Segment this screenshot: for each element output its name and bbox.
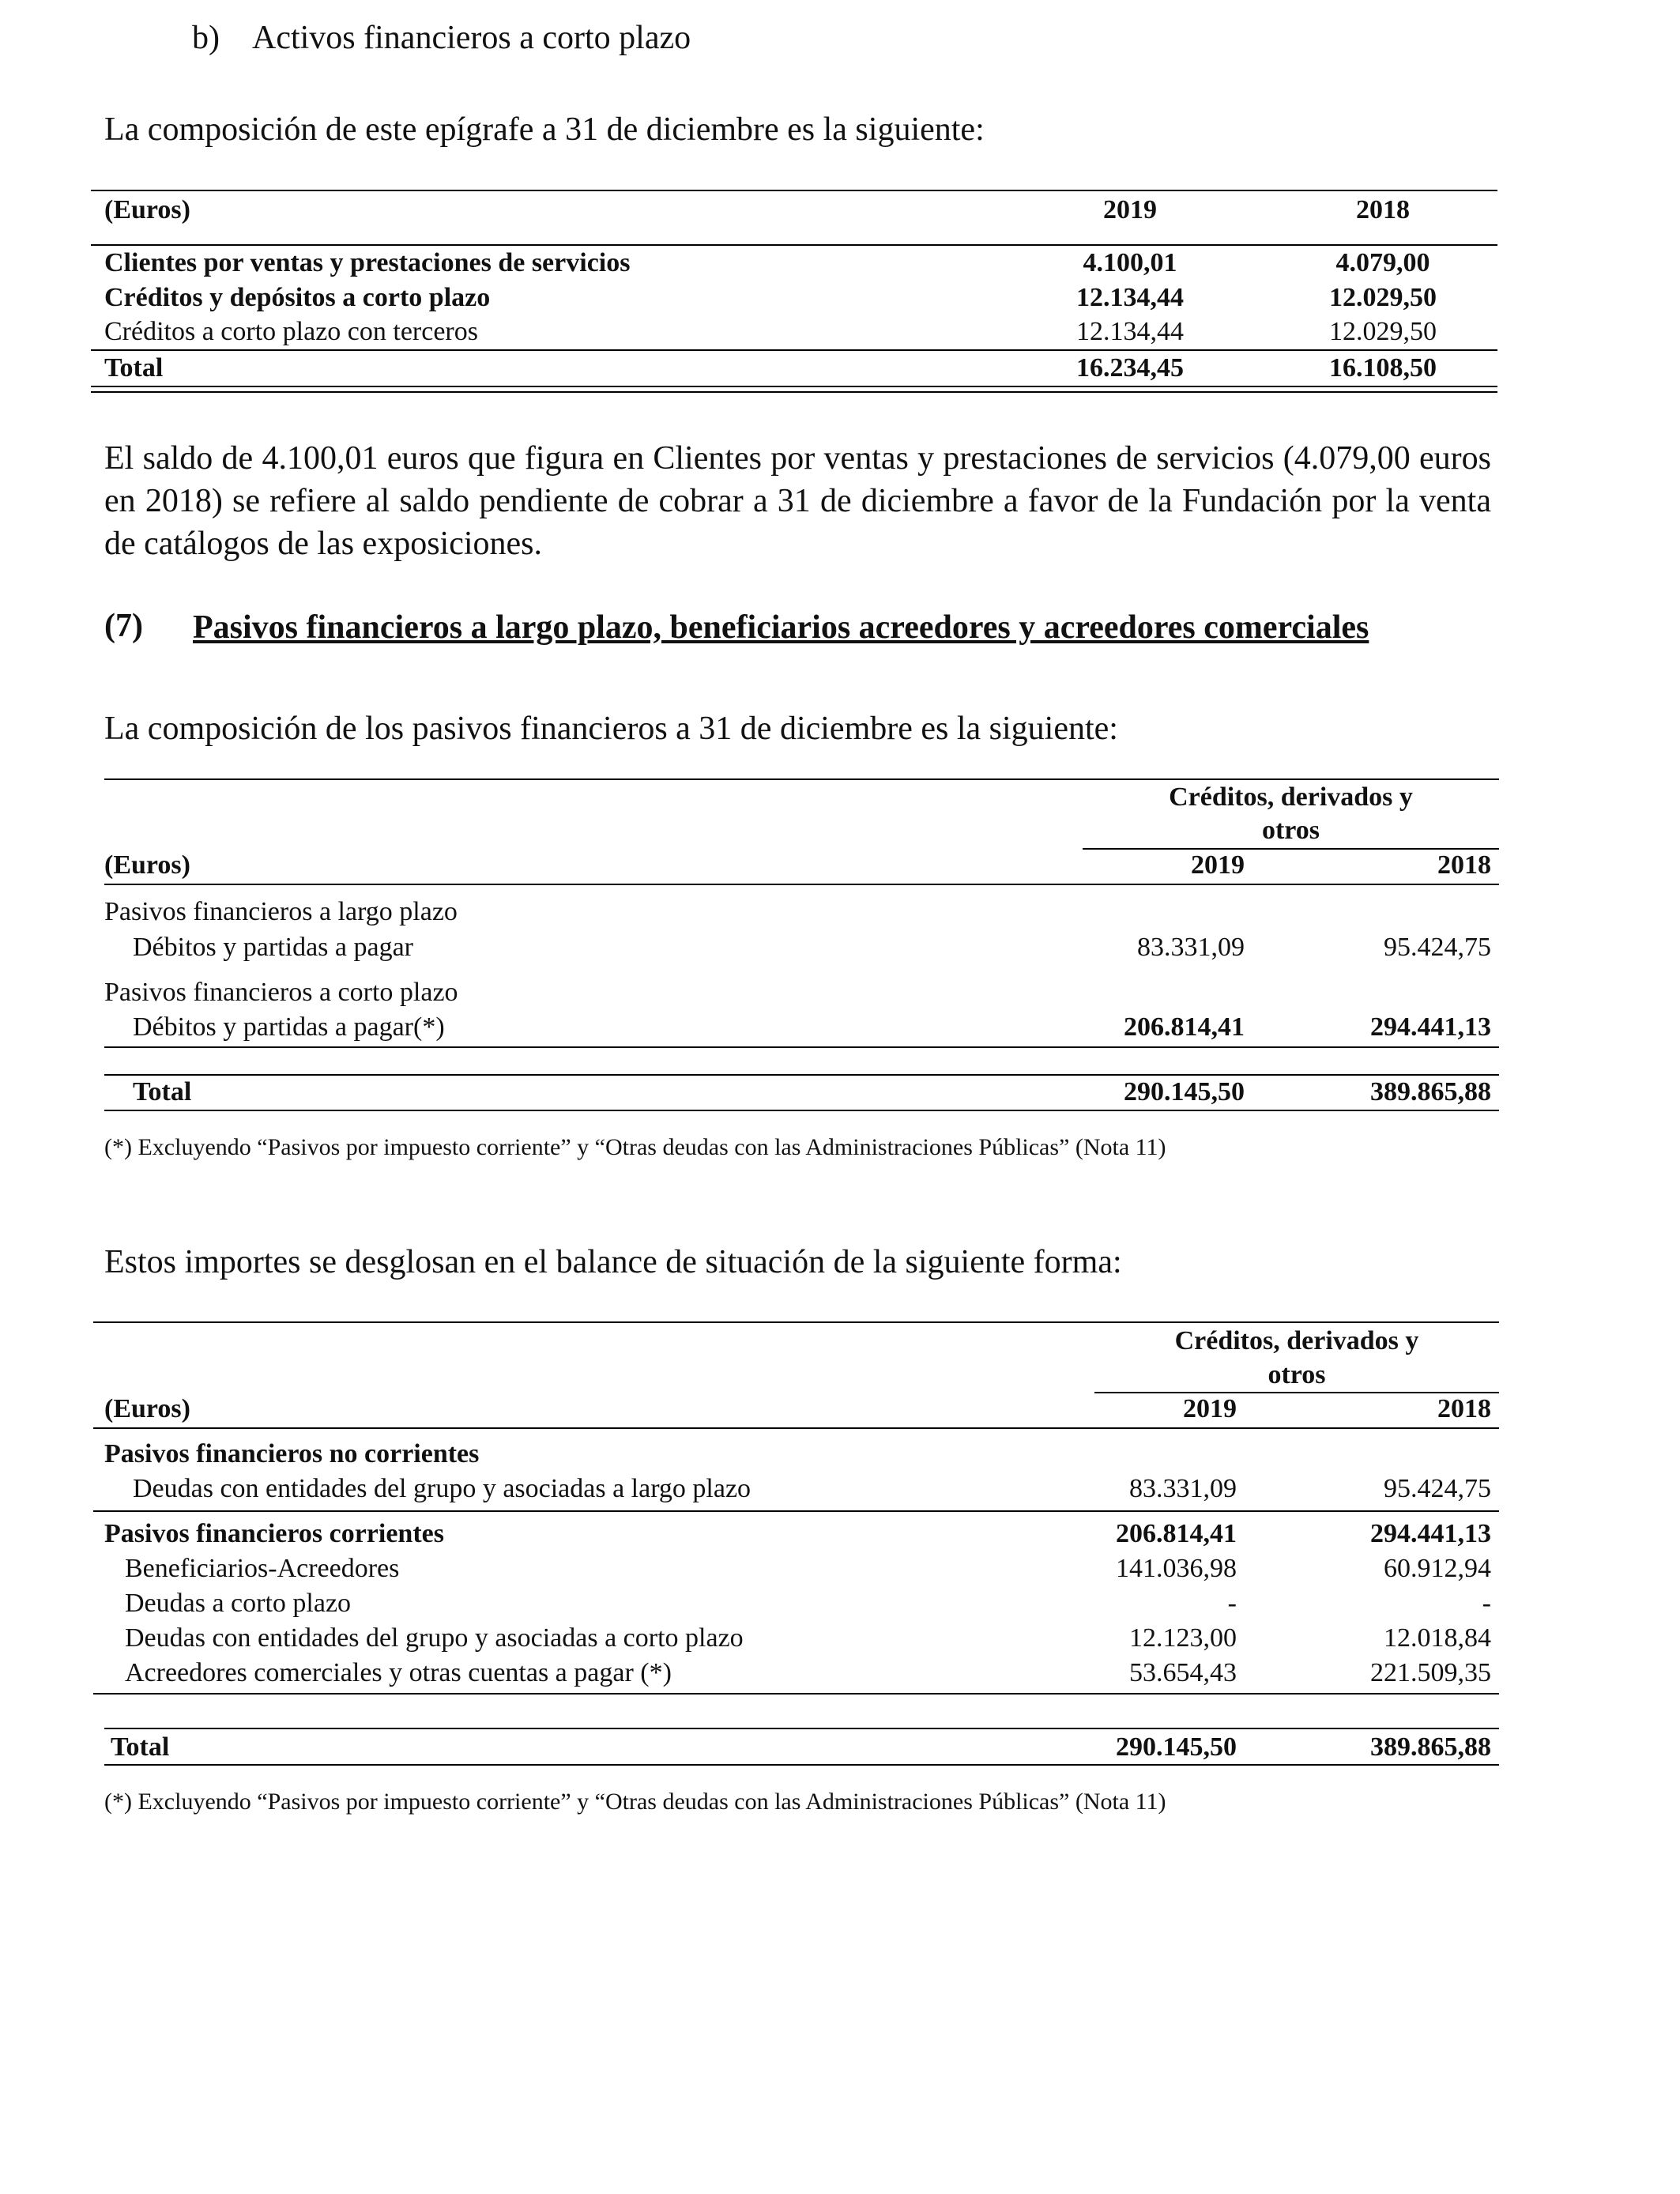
table3-body-rule [93,1693,1499,1695]
table2-row-2018: 95.424,75 [1384,933,1491,962]
table2-header-rule [104,884,1499,885]
table3-row-label: Deudas a corto plazo [125,1589,352,1618]
table3-row-label: Acreedores comerciales y otras cuentas a pagar (*) [125,1658,672,1687]
table2-group-header-line1: Créditos, derivados y [1169,782,1413,812]
table3-unit: (Euros) [104,1394,190,1423]
table2-row-2019: 83.331,09 [1137,933,1245,962]
table2-total-2018: 389.865,88 [1370,1077,1491,1106]
table3-total-bottom-rule [104,1764,1499,1766]
table3-col-2018: 2018 [1437,1394,1491,1423]
table2-row-label: Pasivos financieros a corto plazo [104,978,458,1007]
table3-intro: Estos importes se desglosan en el balance de situación de la siguiente forma: [104,1244,1122,1280]
table1-row-2019: 4.100,01 [1083,248,1177,277]
table1-total-rule-1 [91,386,1497,387]
table3-col-2019: 2019 [1183,1394,1237,1423]
section7-number: (7) [104,608,143,644]
table3-row-2019: - [1227,1589,1237,1618]
table3-group-header-line1: Créditos, derivados y [1174,1326,1419,1355]
table3-total-label: Total [111,1732,170,1762]
table2-group-header-line2: otros [1261,816,1320,845]
table1-row-label: Créditos a corto plazo con terceros [104,317,478,346]
table2-row-2019: 206.814,41 [1124,1012,1245,1042]
section-b-title: Activos financieros a corto plazo [252,20,691,56]
table1-total-2018: 16.108,50 [1329,353,1437,383]
table1-total-label: Total [104,353,164,383]
table1-row-2018: 4.079,00 [1335,248,1430,277]
table3-row-2019: 12.123,00 [1129,1623,1237,1653]
table2-unit: (Euros) [104,850,190,880]
table3-group-header-line2: otros [1268,1360,1326,1389]
table1-intro: La composición de este epígrafe a 31 de diciembre es la siguiente: [104,111,985,148]
table3-total-2018: 389.865,88 [1370,1732,1491,1762]
table1-row-2019: 12.134,44 [1076,317,1184,346]
table2-body-rule [104,1046,1499,1048]
section-b-heading [192,19,691,57]
table1-top-rule [91,190,1497,191]
table3-top-rule [93,1321,1499,1323]
table3-row-2018: 12.018,84 [1384,1623,1491,1653]
table1-unit: (Euros) [104,195,190,224]
paragraph-clientes: El saldo de 4.100,01 euros que figura en Clientes por ventas y prestaciones de servicios (4.079,00 euros en 2018) se refiere al saldo pendiente de cobrar a 31 de diciembre a favor de la Fundación por la venta de catálogos de las exposiciones. [104,440,1491,562]
table3-row-2018: - [1482,1589,1491,1618]
table3-total-top-rule [104,1728,1499,1729]
table2-total-2019: 290.145,50 [1124,1077,1245,1106]
table1-col-2018: 2018 [1356,195,1410,224]
table3-row-2019: 83.331,09 [1129,1474,1237,1503]
table2-row-label: Pasivos financieros a largo plazo [104,897,458,926]
table3-row-2019: 206.814,41 [1116,1519,1237,1548]
table1-total-rule-2 [91,391,1497,393]
table2-row-label: Débitos y partidas a pagar [133,933,413,962]
table3-row-label: Deudas con entidades del grupo y asociadas a corto plazo [125,1623,744,1653]
table2-total-label: Total [133,1077,192,1106]
table3-row-label: Beneficiarios-Acreedores [125,1554,400,1583]
table2-total-bottom-rule [104,1110,1499,1111]
table2-row-label: Débitos y partidas a pagar(*) [133,1012,445,1042]
table3-row-label: Deudas con entidades del grupo y asociadas a largo plazo [133,1474,751,1503]
table2-top-rule [104,778,1499,780]
table3-row-2018: 294.441,13 [1370,1519,1491,1548]
table3-row-2018: 95.424,75 [1384,1474,1491,1503]
table2-intro: La composición de los pasivos financieros a 31 de diciembre es la siguiente: [104,711,1118,747]
table2-col-2019: 2019 [1191,850,1245,880]
table1-subtotal-rule [91,349,1497,351]
table3-row-2019: 53.654,43 [1129,1658,1237,1687]
table2-footnote: (*) Excluyendo “Pasivos por impuesto corriente” y “Otras deudas con las Administraciones Públicas” (Nota 11) [104,1134,1166,1160]
table3-header-rule [93,1427,1499,1429]
table1-col-2019: 2019 [1103,195,1157,224]
table1-header-rule [91,244,1497,246]
table3-row-2018: 221.509,35 [1370,1658,1491,1687]
table3-row-label: Pasivos financieros no corrientes [104,1439,480,1468]
table1-row-2018: 12.029,50 [1329,317,1437,346]
table2-total-top-rule [104,1074,1499,1076]
table1-row-label: Créditos y depósitos a corto plazo [104,283,491,312]
table3-total-2019: 290.145,50 [1116,1732,1237,1762]
table1-row-2018: 12.029,50 [1329,283,1437,312]
table2-row-2018: 294.441,13 [1370,1012,1491,1042]
table3-footnote: (*) Excluyendo “Pasivos por impuesto corriente” y “Otras deudas con las Administraciones Públicas” (Nota 11) [104,1789,1166,1815]
table3-row-label: Pasivos financieros corrientes [104,1519,444,1548]
section7-title: Pasivos financieros a largo plazo, beneficiarios acreedores y acreedores comerciales [193,609,1369,646]
table3-section-rule [93,1510,1499,1512]
table1-row-2019: 12.134,44 [1076,283,1184,312]
table3-row-2018: 60.912,94 [1384,1554,1491,1583]
table1-row-label: Clientes por ventas y prestaciones de servicios [104,248,631,277]
table2-col-2018: 2018 [1437,850,1491,880]
table3-row-2019: 141.036,98 [1116,1554,1237,1583]
section-b-label: b) [192,20,220,56]
table1-total-2019: 16.234,45 [1076,353,1184,383]
